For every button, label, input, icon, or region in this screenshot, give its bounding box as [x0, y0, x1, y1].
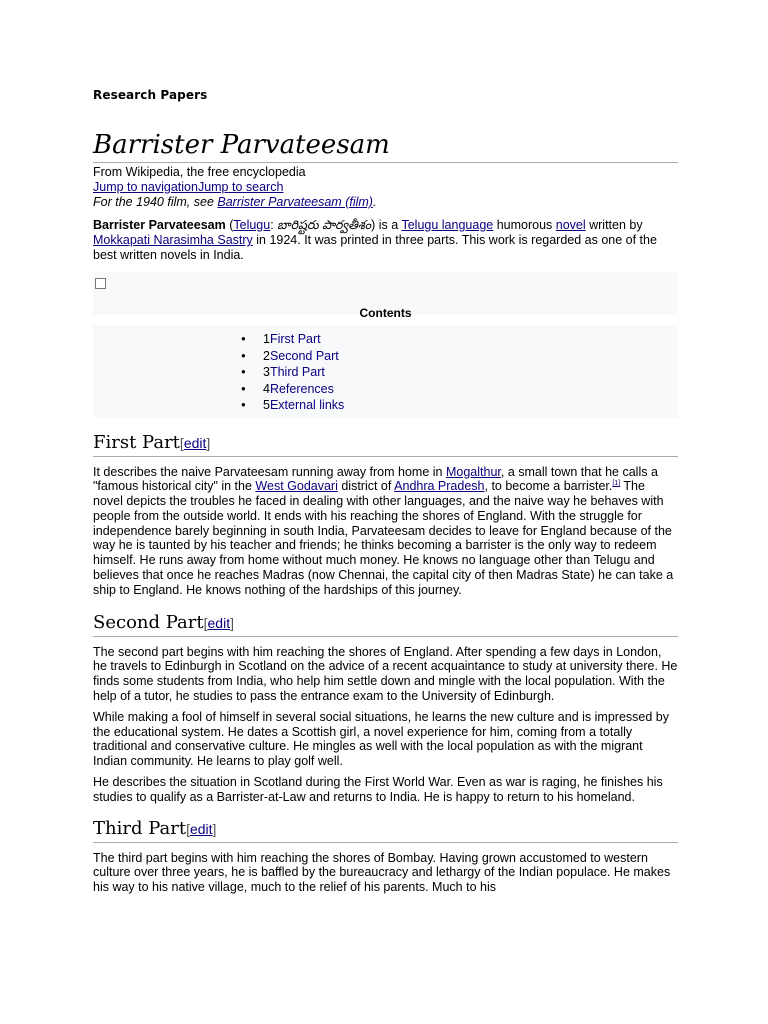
edit-link-wrapper: [edit]: [179, 434, 211, 451]
section-heading-text: Second Part: [93, 611, 204, 633]
jump-to-navigation-link[interactable]: Jump to navigation: [93, 180, 198, 194]
section-heading-first-part: [93, 430, 678, 457]
toc-link-first-part[interactable]: First Part: [269, 332, 321, 346]
jump-to-search-link[interactable]: Jump to search: [197, 180, 284, 194]
toc-item-number: 4: [263, 381, 270, 396]
lead-paragraph: [93, 218, 678, 263]
telugu-link[interactable]: Telugu: [233, 218, 271, 232]
toc-item[interactable]: [241, 331, 678, 348]
second-part-paragraph-1: The second part begins with him reaching the shores of England. After spending a few days in London, he travels to Edinburgh in Scotland on the advice of a recent acquaintance to study at university there. He finds some students from India, who help him settle down and mingle with the local population. With the help of a tutor, he studies to pass the entrance exam to the University of Edinburgh.: [93, 644, 678, 704]
section-heading-text: Third Part: [93, 817, 187, 839]
edit-link-third-part[interactable]: edit: [189, 820, 213, 837]
toc-list: [93, 325, 678, 418]
document-category-label: Research Papers: [93, 88, 208, 102]
paragraph-text: , a small town that he calls a "famous historical city" in the: [93, 464, 658, 494]
author-link[interactable]: Mokkapati Narasimha Sastry: [93, 233, 253, 247]
hatnote-film-link[interactable]: Barrister Parvateesam (film): [217, 195, 373, 209]
third-part-paragraph-1: The third part begins with him reaching the shores of Bombay. Having grown accustomed to western culture over three years, he is baffled by the bureaucracy and lethargy of the Indian populace. He makes his way to his native village, much to the relief of his parents. Much to his: [93, 850, 671, 895]
paragraph-text: The novel depicts the troubles he faced in dealing with other languages, and the naive way he behaves with people from the outside world. It ends with his reaching the shores of England. With the struggle for independence barely beginning in south India, Parvateesam decides to leave for England because of the way he is taunted by his teacher and friends; he thinks becoming a barrister is the only way to redeem himself. He runs away from home without much money. He knows no language other than Telugu and believes that once he reaches Madras (now Chennai, the capital city of then Madras State) he can take a ship to England. He knows nothing of the hardships of this journey.: [93, 479, 674, 597]
telugu-script: బారిష్టరు పార్వతీశం: [277, 218, 372, 232]
table-of-contents: [93, 272, 678, 320]
toc-toggle-checkbox[interactable]: [95, 278, 106, 289]
hatnote-text: For the 1940 film, see: [93, 195, 218, 209]
toc-link-third-part[interactable]: Third Part: [269, 365, 325, 379]
toc-link-second-part[interactable]: Second Part: [269, 348, 339, 363]
toc-item[interactable]: [241, 364, 678, 381]
article-content: [93, 128, 678, 895]
paragraph-text: district of: [337, 479, 395, 494]
section-heading-text: First Part: [93, 431, 180, 453]
page-title: Barrister Parvateesam: [93, 130, 390, 160]
edit-link-wrapper: [edit]: [203, 614, 234, 631]
lead-text: written by: [585, 218, 643, 232]
novel-link[interactable]: novel: [555, 218, 586, 232]
edit-link-second-part[interactable]: edit: [207, 614, 231, 631]
toc-item-number: 2: [263, 348, 270, 363]
hatnote: [93, 195, 678, 210]
edit-link-first-part[interactable]: edit: [183, 434, 207, 451]
second-part-paragraph-3: He describes the situation in Scotland during the First World War. Even as war is raging, he finishes his studies to qualify as a Barrister-at-Law and returns to India. He is happy to return to his homeland.: [93, 775, 663, 804]
jump-links: [93, 180, 678, 195]
site-subtitle: From Wikipedia, the free encyclopedia: [93, 165, 306, 179]
toc-title: Contents: [359, 306, 412, 320]
section-heading-third-part: [93, 816, 678, 843]
toc-item-number: 3: [263, 365, 270, 379]
lead-text: in 1924. It was printed in three parts. This work is regarded as one of the best written novels in India.: [93, 233, 657, 262]
paragraph-text: It describes the naive Parvateesam running away from home in: [93, 464, 446, 479]
lead-bold-title: Barrister Parvateesam: [93, 218, 226, 232]
telugu-language-link[interactable]: Telugu language: [401, 218, 494, 232]
toc-item[interactable]: [241, 381, 678, 398]
toc-item-number: 1: [263, 332, 270, 346]
toc-item-number: 5: [263, 398, 270, 412]
toc-item[interactable]: [241, 397, 678, 414]
lead-text: :: [270, 218, 278, 232]
west-godavari-link[interactable]: West Godavari: [255, 479, 338, 494]
edit-link-wrapper: [edit]: [186, 820, 217, 837]
second-part-paragraph-2: While making a fool of himself in several social situations, he learns the new culture and is impressed by the educational system. He dates a Scottish girl, a novel experience for him, coming from a totally traditional and conservative culture. He mingles as well with the local population as with the migrant Indian community. He learns to play golf well.: [93, 709, 669, 769]
lead-text: ) is a: [371, 218, 402, 232]
toc-link-references[interactable]: References: [269, 381, 334, 396]
lead-text: (: [225, 218, 234, 232]
reference-link[interactable]: [1]: [612, 480, 621, 488]
lead-text: humorous: [493, 218, 556, 232]
hatnote-period: .: [372, 195, 377, 209]
toc-link-external-links[interactable]: External links: [269, 398, 345, 412]
toc-header: [93, 272, 678, 320]
section-heading-second-part: [93, 610, 678, 637]
toc-item[interactable]: [241, 348, 678, 365]
paragraph-text: , to become a barrister.: [484, 479, 613, 494]
first-part-paragraph: [93, 465, 678, 598]
mogalthur-link[interactable]: Mogalthur: [445, 464, 501, 479]
andhra-pradesh-link[interactable]: Andhra Pradesh: [394, 479, 485, 494]
title-divider: [93, 162, 678, 163]
